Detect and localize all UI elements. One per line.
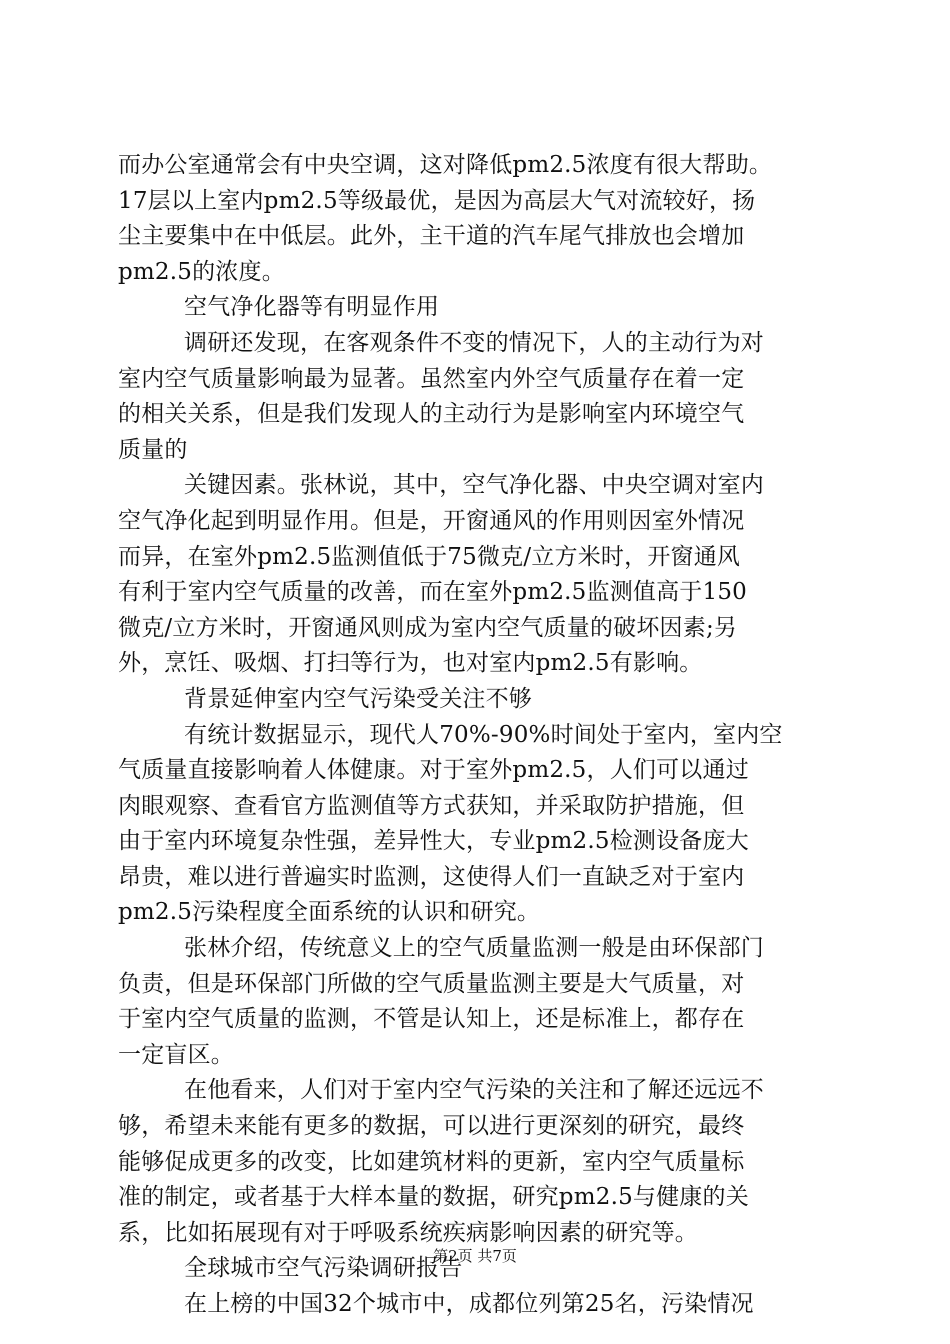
text-line: 够，希望未来能有更多的数据，可以进行更深刻的研究，最终: [118, 1113, 745, 1140]
text-line: 全球城市空气污染调研报告: [184, 1255, 463, 1282]
text-line: pm2.5的浓度。: [118, 258, 285, 285]
text-line: 17层以上室内pm2.5等级最优，是因为高层大气对流较好，扬: [118, 187, 756, 214]
text-line: 由于室内环境复杂性强，差异性大，专业pm2.5检测设备庞大: [118, 828, 749, 855]
text-line: 在上榜的中国32个城市中，成都位列第25名，污染情况: [184, 1291, 754, 1317]
text-line: 能够促成更多的改变，比如建筑材料的更新，室内空气质量标: [118, 1148, 745, 1175]
text-line: 有统计数据显示，现代人70%-90%时间处于室内，室内空: [184, 721, 783, 748]
text-line: 空气净化起到明显作用。但是，开窗通风的作用则因室外情况: [118, 507, 745, 534]
text-line: 负责，但是环保部门所做的空气质量监测主要是大气质量，对: [118, 970, 745, 997]
text-line: 昂贵，难以进行普遍实时监测，这使得人们一直缺乏对于室内: [118, 863, 745, 890]
text-line: 肉眼观察、查看官方监测值等方式获知，并采取防护措施，但: [118, 792, 745, 819]
text-line: 系，比如拓展现有对于呼吸系统疾病影响因素的研究等。: [118, 1219, 698, 1246]
text-line: 在他看来，人们对于室内空气污染的关注和了解还远远不: [184, 1077, 764, 1104]
text-line: 质量的: [118, 436, 188, 463]
text-line: 于室内空气质量的监测，不管是认知上，还是标准上，都存在: [118, 1006, 745, 1033]
text-line: pm2.5污染程度全面系统的认识和研究。: [118, 899, 541, 926]
text-line: 微克/立方米时，开窗通风则成为室内空气质量的破坏因素;另: [118, 614, 738, 641]
text-line: 气质量直接影响着人体健康。对于室外pm2.5，人们可以通过: [118, 757, 749, 784]
page-footer: 第2页 共7页: [433, 1247, 517, 1265]
document-body: [118, 148, 838, 1323]
text-line: 而办公室通常会有中央空调，这对降低pm2.5浓度有很大帮助。: [118, 152, 773, 178]
text-line: 的相关关系，但是我们发现人的主动行为是影响室内环境空气: [118, 401, 745, 428]
text-line: 尘主要集中在中低层。此外，主干道的汽车尾气排放也会增加: [118, 223, 745, 250]
text-line: 有利于室内空气质量的改善，而在室外pm2.5监测值高于150: [118, 579, 748, 606]
text-line: 空气净化器等有明显作用: [184, 294, 440, 321]
text-line: 而异，在室外pm2.5监测值低于75微克/立方米时，开窗通风: [118, 543, 741, 570]
text-line: 背景延伸室内空气污染受关注不够: [184, 685, 532, 712]
text-line: 外，烹饪、吸烟、打扫等行为，也对室内pm2.5有影响。: [118, 650, 703, 677]
text-line: 一定盲区。: [118, 1041, 234, 1068]
text-line: 准的制定，或者基于大样本量的数据，研究pm2.5与健康的关: [118, 1184, 749, 1211]
text-line: 关键因素。张林说，其中，空气净化器、中央空调对室内: [184, 472, 764, 499]
text-line: 张林介绍，传统意义上的空气质量监测一般是由环保部门: [184, 935, 764, 962]
text-line: 调研还发现，在客观条件不变的情况下，人的主动行为对: [184, 329, 764, 356]
text-line: 室内空气质量影响最为显著。虽然室内外空气质量存在着一定: [118, 365, 745, 392]
